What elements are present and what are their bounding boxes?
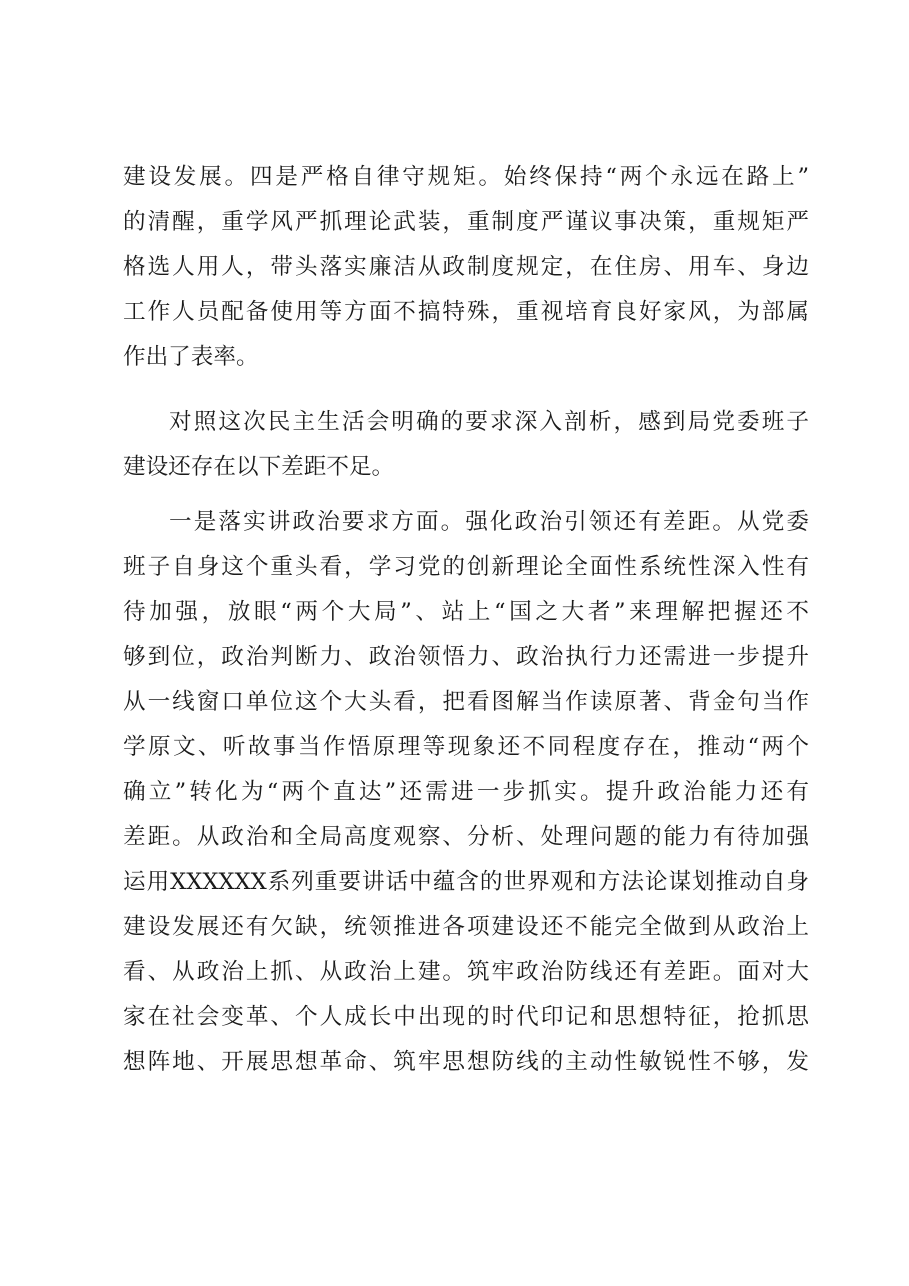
text-line-20: 想阵地、开展思想革命、筑牢思想防线的主动性敏锐性不够，发 [123,1049,809,1075]
text-line-12: 从一线窗口单位这个大头看，把看图解当作读原著、背金句当作 [123,689,809,715]
text-line-9: 班子自身这个重头看，学习党的创新理论全面性系统性深入性有 [123,554,809,580]
text-line-11: 够到位，政治判断力、政治领悟力、政治执行力还需进一步提升 [123,644,809,670]
text-line-14: 确立”转化为“两个直达”还需进一步抓实。提升政治能力还有 [123,779,809,805]
text-line-7: 建设还存在以下差距不足。 [123,454,395,480]
text-line-2: 的清醒，重学风严抓理论武装，重制度严谨议事决策，重规矩严 [123,209,809,235]
text-line-8: 一是落实讲政治要求方面。强化政治引领还有差距。从党委 [169,509,809,535]
text-line-10: 待加强，放眼“两个大局”、站上“国之大者”来理解把握还不 [123,599,809,625]
text-line-5: 作出了表率。 [123,344,259,370]
text-line-16: 运用XXXXXX系列重要讲话中蕴含的世界观和方法论谋划推动自身 [123,869,809,895]
text-line-3: 格选人用人，带头落实廉洁从政制度规定，在住房、用车、身边 [123,254,809,280]
text-line-18: 看、从政治上抓、从政治上建。筑牢政治防线还有差距。面对大 [123,959,809,985]
text-line-13: 学原文、听故事当作悟原理等现象还不同程度存在，推动“两个 [123,734,809,760]
text-line-15: 差距。从政治和全局高度观察、分析、处理问题的能力有待加强 [123,824,809,850]
text-line-4: 工作人员配备使用等方面不搞特殊，重视培育良好家风，为部属 [123,299,809,325]
text-line-17: 建设发展还有欠缺，统领推进各项建设还不能完全做到从政治上 [123,914,809,940]
text-line-6: 对照这次民主生活会明确的要求深入剖析，感到局党委班子 [169,409,809,435]
text-line-1: 建设发展。四是严格自律守规矩。始终保持“两个永远在路上” [123,164,809,190]
text-line-19: 家在社会变革、个人成长中出现的时代印记和思想特征，抢抓思 [123,1004,809,1030]
